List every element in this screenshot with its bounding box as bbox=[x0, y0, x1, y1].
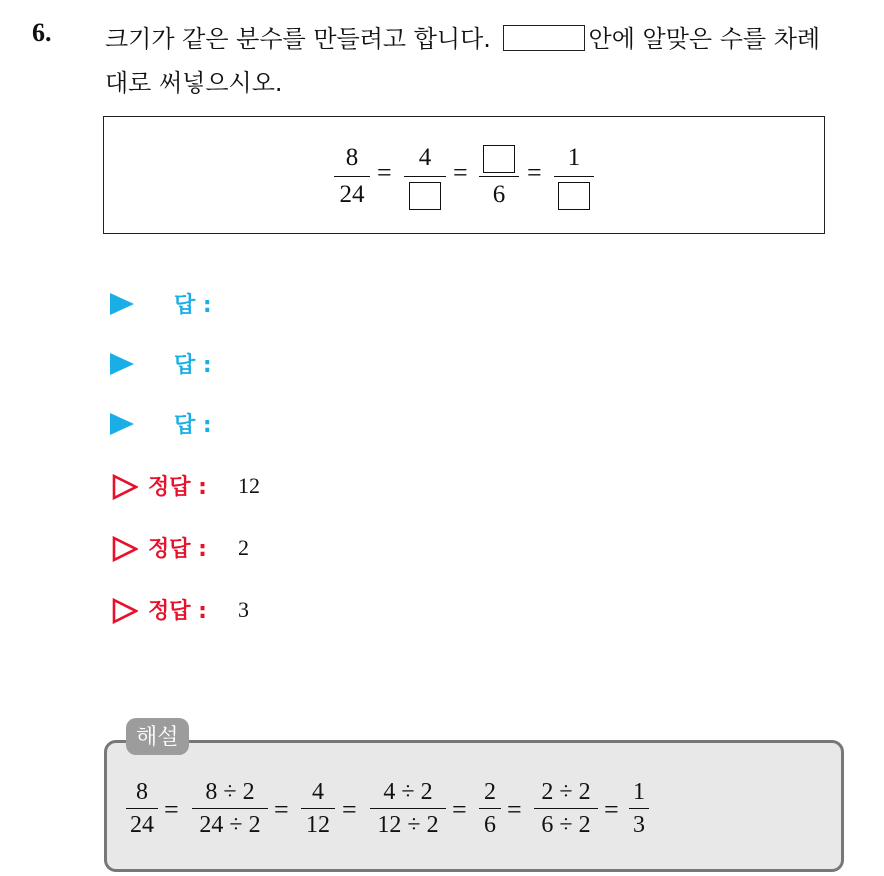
question-line-1 bbox=[105, 19, 820, 54]
correct-answer-value: 12 bbox=[238, 473, 260, 498]
fraction-bar bbox=[479, 808, 501, 809]
fraction-denominator: 24 bbox=[130, 812, 154, 838]
fraction-4-blank bbox=[404, 143, 446, 210]
fraction-blank-6 bbox=[479, 143, 519, 210]
fraction-numerator: 4 ÷ 2 bbox=[383, 779, 433, 805]
play-arrow-icon bbox=[110, 293, 134, 315]
fraction-denominator: 12 ÷ 2 bbox=[377, 812, 439, 838]
fraction-numerator: 8 ÷ 2 bbox=[205, 779, 255, 805]
outline-triangle-icon bbox=[112, 598, 138, 624]
fraction-bar bbox=[334, 176, 370, 177]
fraction-numerator: 8 bbox=[345, 144, 359, 171]
answer-blank-box bbox=[558, 182, 590, 210]
correct-answer-label: 정답 : bbox=[148, 537, 207, 562]
fraction-8-24 bbox=[334, 143, 370, 210]
fraction-denominator: 24 ÷ 2 bbox=[199, 812, 261, 838]
fraction-denominator: 6 ÷ 2 bbox=[541, 812, 591, 838]
solution-fraction bbox=[126, 778, 158, 839]
fraction-numerator: 1 bbox=[567, 144, 581, 171]
solution-tag: 해설 bbox=[126, 718, 189, 755]
fraction-denominator: 12 bbox=[306, 812, 330, 838]
fraction-bar bbox=[629, 808, 649, 809]
play-arrow-icon bbox=[110, 413, 134, 435]
solution-fraction bbox=[629, 778, 649, 839]
answer-blank-box bbox=[483, 145, 515, 173]
outline-triangle-icon bbox=[112, 536, 138, 562]
equals-sign: = bbox=[527, 158, 542, 187]
equals-sign: = bbox=[164, 795, 179, 824]
outline-triangle-icon bbox=[112, 474, 138, 500]
solution-fraction bbox=[301, 778, 335, 839]
question-text-part-1: 크기가 같은 분수를 만들려고 합니다. bbox=[105, 25, 491, 53]
equals-sign: = bbox=[342, 795, 357, 824]
fraction-numerator: 2 bbox=[484, 779, 496, 805]
fraction-numerator: 1 bbox=[633, 779, 645, 805]
fraction-numerator: 4 bbox=[312, 779, 324, 805]
fraction-numerator: 2 ÷ 2 bbox=[541, 779, 591, 805]
solution-fraction bbox=[534, 778, 598, 839]
fraction-denominator: 6 bbox=[492, 181, 506, 208]
equals-sign: = bbox=[377, 158, 392, 187]
solution-fraction bbox=[192, 778, 268, 839]
fraction-numerator bbox=[479, 143, 519, 173]
equals-sign: = bbox=[453, 158, 468, 187]
fraction-numerator: 4 bbox=[418, 144, 432, 171]
fraction-1-blank bbox=[554, 143, 594, 210]
fraction-bar bbox=[370, 808, 446, 809]
fraction-numerator: 8 bbox=[136, 779, 148, 805]
fraction-denominator bbox=[404, 180, 446, 210]
answer-label: 답 : bbox=[174, 353, 212, 378]
fraction-bar bbox=[404, 176, 446, 177]
equals-sign: = bbox=[274, 795, 289, 824]
solution-fraction bbox=[479, 778, 501, 839]
correct-answer-label: 정답 : bbox=[148, 475, 207, 500]
fraction-bar bbox=[534, 808, 598, 809]
answer-label: 답 : bbox=[174, 413, 212, 438]
question-number: 6. bbox=[32, 18, 52, 47]
fraction-denominator: 6 bbox=[484, 812, 496, 838]
correct-answer-label: 정답 : bbox=[148, 599, 207, 624]
fraction-bar bbox=[554, 176, 594, 177]
play-arrow-icon bbox=[110, 353, 134, 375]
solution-fraction bbox=[370, 778, 446, 839]
fraction-denominator bbox=[554, 180, 594, 210]
fraction-denominator: 3 bbox=[633, 812, 645, 838]
fraction-bar bbox=[479, 176, 519, 177]
answer-blank-box bbox=[409, 182, 441, 210]
blank-box bbox=[503, 25, 585, 51]
equals-sign: = bbox=[507, 795, 522, 824]
question-text-part-2: 안에 알맞은 수를 차례 bbox=[588, 25, 821, 53]
correct-answer-value: 3 bbox=[238, 597, 249, 622]
answer-label: 답 : bbox=[174, 293, 212, 318]
equals-sign: = bbox=[604, 795, 619, 824]
equals-sign: = bbox=[452, 795, 467, 824]
question-line-2: 대로 써넣으시오. bbox=[105, 69, 283, 97]
correct-answer-value: 2 bbox=[238, 535, 249, 560]
fraction-bar bbox=[301, 808, 335, 809]
fraction-denominator: 24 bbox=[339, 181, 365, 208]
fraction-bar bbox=[126, 808, 158, 809]
fraction-bar bbox=[192, 808, 268, 809]
